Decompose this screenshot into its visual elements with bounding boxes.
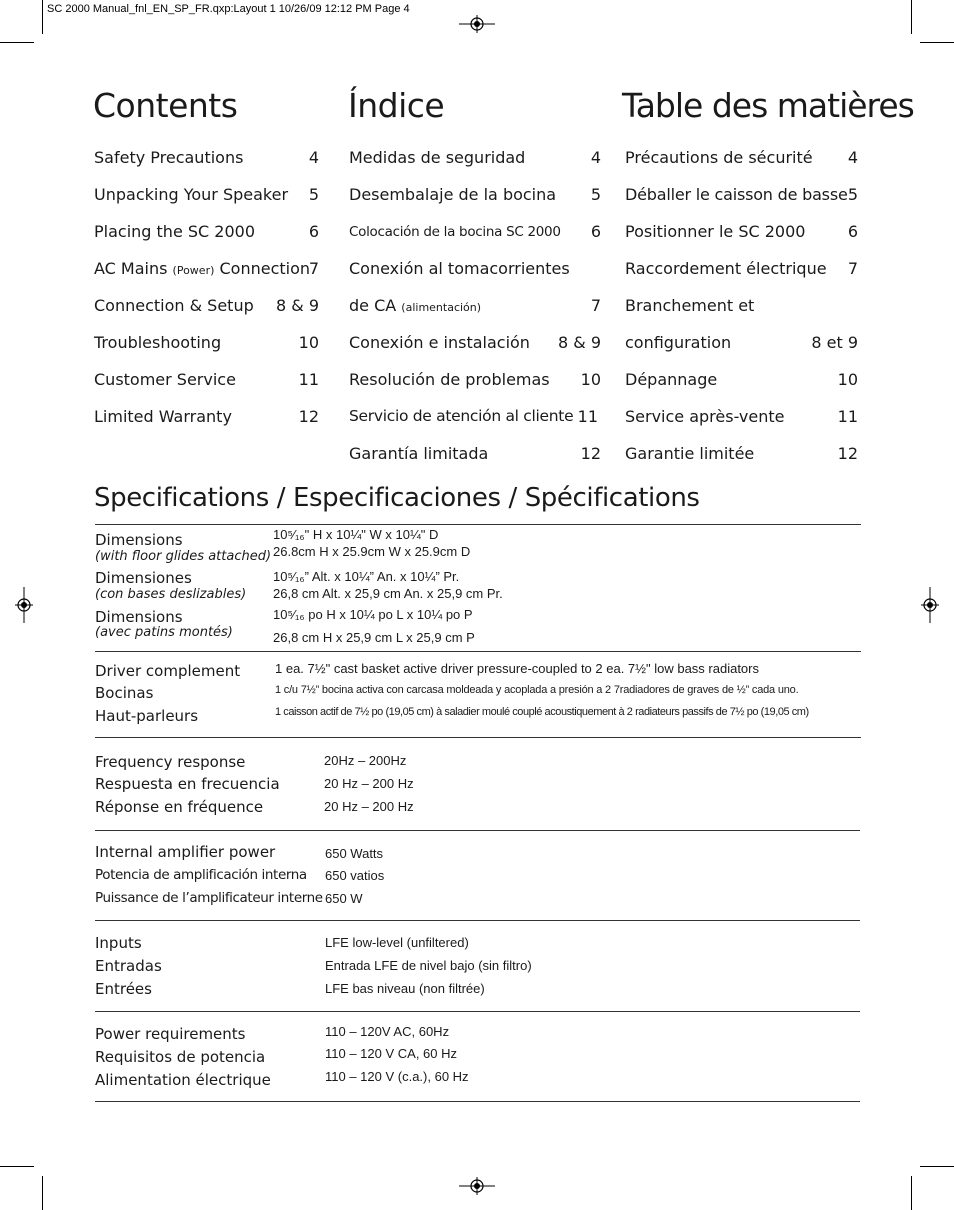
toc-entry: Conexión e instalación [349, 333, 530, 352]
spec-value: LFE low-level (unfiltered) [325, 935, 469, 950]
toc-page-number: 6 [308, 222, 319, 241]
spec-label: Driver complement [95, 662, 241, 680]
crop-mark-top-right-h [920, 42, 954, 43]
spec-value: 26,8 cm Alt. x 25,9 cm An. x 25,9 cm Pr. [273, 586, 503, 601]
divider [95, 830, 860, 831]
spec-value: 26,8 cm H x 25,9 cm L x 25,9 cm P [273, 630, 475, 645]
spec-label: Frequency response [95, 753, 246, 771]
spec-value: 10⁵⁄₁₆” Alt. x 10¼” An. x 10¼” Pr. [273, 569, 460, 584]
toc-entry-text: Connection [214, 259, 311, 278]
spec-value: 650 Watts [325, 846, 384, 861]
spec-label: Haut-parleurs [95, 707, 199, 725]
spec-label: Internal amplifier power [95, 843, 276, 861]
spec-value: 110 – 120 V (c.a.), 60 Hz [325, 1069, 469, 1084]
toc-entry: Positionner le SC 2000 [625, 222, 806, 241]
divider [95, 1101, 860, 1102]
spec-label: Entradas [95, 957, 162, 975]
toc-page-number: 7 [847, 259, 858, 278]
toc-title-french: Table des matières [622, 86, 914, 125]
spec-note: (con bases deslizables) [95, 587, 247, 602]
spec-value: 110 – 120 V CA, 60 Hz [325, 1046, 458, 1061]
toc-page-number: 8 & 9 [557, 333, 601, 352]
divider [95, 1011, 860, 1012]
spec-value: LFE bas niveau (non filtrée) [325, 981, 485, 996]
toc-entry: Connection & Setup [94, 296, 254, 315]
toc-entry: Raccordement électrique [625, 259, 827, 278]
divider [95, 920, 860, 921]
spec-value: 20Hz – 200Hz [324, 753, 407, 768]
toc-page-number: 6 [847, 222, 858, 241]
toc-page-number: 8 et 9 [811, 333, 858, 352]
toc-entry: Branchement et [625, 296, 755, 315]
spec-label: Réponse en fréquence [95, 798, 264, 816]
divider [95, 737, 861, 738]
registration-mark-icon [459, 1177, 495, 1195]
spec-value: 650 W [325, 891, 363, 906]
toc-entry: Garantie limitée [625, 444, 755, 463]
toc-page-number: 4 [590, 148, 601, 167]
spec-label: Bocinas [95, 684, 154, 702]
spec-note: (avec patins montés) [95, 625, 233, 640]
toc-entry-small: (alimentación) [401, 301, 482, 314]
crop-mark-bottom-right-v [911, 1176, 912, 1210]
spec-value: 1 c/u 7½” bocina activa con carcasa moldeada y acoplada a presión a 2 7radiadores de graves de ½” cada uno. [275, 684, 799, 696]
toc-entry: Medidas de seguridad [349, 148, 526, 167]
spec-value: 10⁵⁄₁₆" H x 10¼" W x 10¼" D [273, 527, 439, 542]
toc-entry: Resolución de problemas [349, 370, 550, 389]
spec-value: 110 – 120V AC, 60Hz [325, 1024, 450, 1039]
toc-page-number: 6 [590, 222, 601, 241]
toc-entry: Customer Service [94, 370, 236, 389]
spec-value: 20 Hz – 200 Hz [324, 799, 414, 814]
toc-entry: Limited Warranty [94, 407, 232, 426]
toc-entry [94, 259, 310, 278]
registration-mark-icon [921, 587, 939, 623]
spec-label: Dimensiones [95, 569, 192, 587]
toc-page-number: 12 [837, 444, 858, 463]
toc-entry: Déballer le caisson de basse [625, 185, 848, 204]
toc-entry: Safety Precautions [94, 148, 244, 167]
crop-mark-bottom-left-h [0, 1166, 34, 1167]
toc-page-number: 11 [298, 370, 319, 389]
spec-value: 1 ea. 7½" cast basket active driver pressure-coupled to 2 ea. 7½" low bass radiators [275, 661, 759, 676]
toc-page-number: 5 [590, 185, 601, 204]
toc-page-number: 5 [847, 185, 858, 204]
toc-entry: configuration [625, 333, 732, 352]
toc-page-number: 11 [837, 407, 858, 426]
print-slug: SC 2000 Manual_fnl_EN_SP_FR.qxp:Layout 1 10/26/09 12:12 PM Page 4 [47, 3, 410, 15]
spec-label: Requisitos de potencia [95, 1048, 266, 1066]
toc-entry: Servicio de atención al cliente [349, 407, 574, 425]
crop-mark-top-right-v [911, 0, 912, 34]
registration-mark-icon [15, 587, 33, 623]
crop-mark-top-left-h [0, 42, 34, 43]
crop-mark-bottom-right-h [920, 1166, 954, 1167]
toc-page-number: 10 [580, 370, 601, 389]
crop-mark-bottom-left-v [42, 1176, 43, 1210]
toc-page-number: 12 [298, 407, 319, 426]
toc-page-number: 8 & 9 [275, 296, 319, 315]
toc-page-number: 5 [308, 185, 319, 204]
toc-entry: Desembalaje de la bocina [349, 185, 557, 204]
spec-label: Alimentation électrique [95, 1071, 271, 1089]
toc-entry [349, 296, 481, 315]
toc-page-number: 4 [847, 148, 858, 167]
toc-entry-text: de CA [349, 296, 402, 315]
toc-entry-text: AC Mains [94, 259, 173, 278]
toc-page-number: 10 [837, 370, 858, 389]
spec-label: Respuesta en frecuencia [95, 775, 280, 793]
toc-page-number: 7 [308, 259, 319, 278]
specifications-title: Specifications / Especificaciones / Spécifications [94, 483, 700, 513]
toc-page-number: 10 [298, 333, 319, 352]
divider [95, 651, 861, 652]
toc-entry-small: (Power) [172, 264, 215, 277]
toc-page-number: 12 [580, 444, 601, 463]
spec-label: Dimensions [95, 531, 183, 549]
toc-entry: Service après-vente [625, 407, 785, 426]
toc-page-number: 11 [577, 407, 598, 426]
spec-label: Inputs [95, 934, 142, 952]
toc-entry: Unpacking Your Speaker [94, 185, 289, 204]
spec-note: (with floor glides attached) [95, 549, 272, 564]
spec-value: 26.8cm H x 25.9cm W x 25.9cm D [273, 544, 471, 559]
toc-entry: Conexión al tomacorrientes [349, 259, 570, 278]
toc-page-number: 4 [308, 148, 319, 167]
toc-title-english: Contents [93, 86, 238, 125]
toc-entry: Placing the SC 2000 [94, 222, 255, 241]
crop-mark-top-left-v [42, 0, 43, 34]
toc-entry: Dépannage [625, 370, 718, 389]
spec-label: Puissance de l’amplificateur interne [95, 890, 323, 906]
toc-entry: Troubleshooting [94, 333, 222, 352]
spec-value: 20 Hz – 200 Hz [324, 776, 414, 791]
toc-title-spanish: Índice [348, 86, 445, 125]
spec-label: Entrées [95, 980, 152, 998]
toc-page-number: 7 [590, 296, 601, 315]
registration-mark-icon [459, 15, 495, 33]
spec-value: 650 vatios [325, 868, 385, 883]
toc-entry: Précautions de sécurité [625, 148, 813, 167]
toc-entry: Colocación de la bocina SC 2000 [349, 224, 561, 240]
toc-entry: Garantía limitada [349, 444, 489, 463]
spec-label: Dimensions [95, 608, 183, 626]
spec-label: Power requirements [95, 1025, 246, 1043]
spec-value: 10⁵⁄₁₆ po H x 10¼ po L x 10¼ po P [273, 607, 473, 622]
spec-label: Potencia de amplificación interna [95, 867, 307, 883]
divider [95, 524, 861, 525]
spec-value: 1 caisson actif de 7½ po (19,05 cm) à saladier moulé couplé acoustiquement à 2 radiateurs passifs de 7½ po (19,05 cm) [275, 706, 809, 718]
spec-value: Entrada LFE de nivel bajo (sin filtro) [325, 958, 532, 973]
